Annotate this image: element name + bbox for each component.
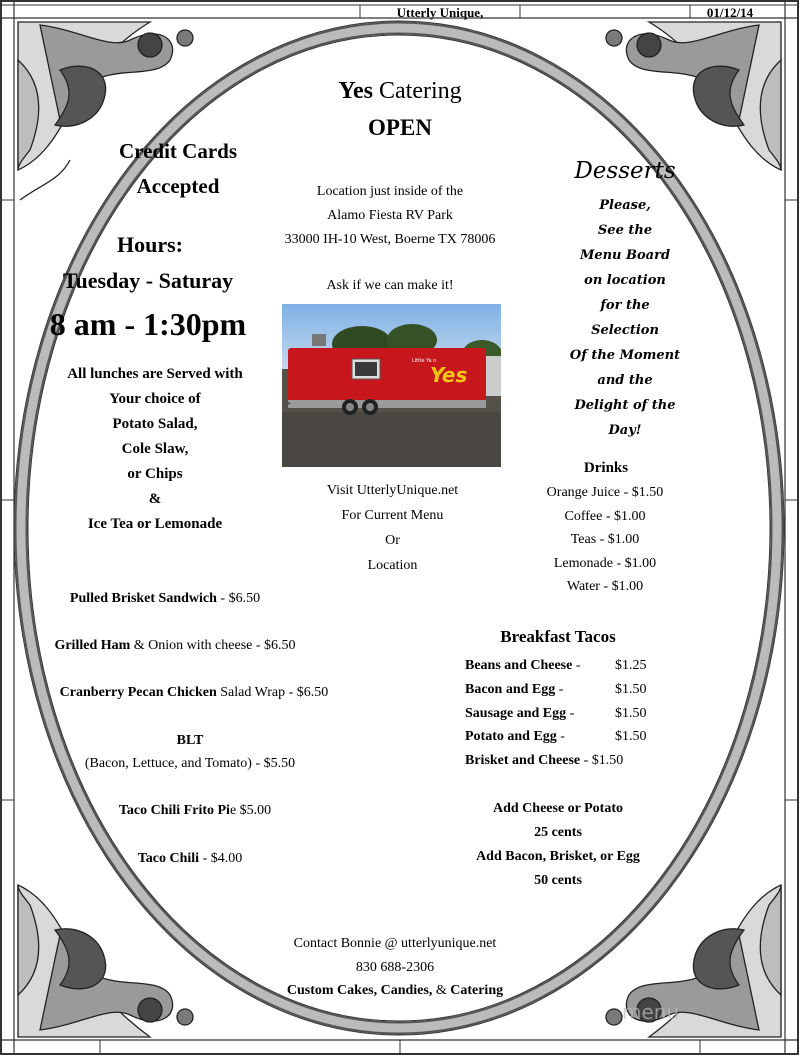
- desserts-line: Please,: [599, 198, 651, 213]
- breakfast-item-sep: -: [555, 681, 564, 697]
- breakfast-item-sep: -: [580, 753, 589, 769]
- lunch-item-price: Salad Wrap - $6.50: [216, 685, 329, 700]
- visit-block: [290, 478, 495, 578]
- credit-cards-line2: Accepted: [136, 174, 220, 198]
- breakfast-item: [465, 725, 685, 749]
- lunch-item-name: Grilled Ham: [54, 638, 131, 653]
- open-status: OPEN: [368, 115, 432, 140]
- contact-block: [230, 932, 560, 1003]
- lunch-item: [30, 638, 320, 654]
- lunch-item: [24, 685, 364, 701]
- addon-line: 25 cents: [534, 825, 582, 840]
- lunch-item-name: BLT: [176, 733, 204, 748]
- lunch-item: [100, 851, 280, 867]
- breakfast-item-price: $1.25: [615, 658, 647, 673]
- header-date: 01/12/14: [706, 5, 754, 20]
- breakfast-item-sep: -: [566, 705, 575, 721]
- breakfast-item-name: Bacon and Egg: [465, 681, 556, 697]
- header-title: Utterly Unique,: [396, 5, 484, 20]
- sides-line: &: [148, 491, 162, 507]
- brand-name: Yes: [338, 78, 374, 104]
- location-block: [250, 180, 530, 252]
- food-truck-photo: [282, 304, 501, 467]
- desserts-line: Of the Moment: [569, 348, 681, 363]
- credit-cards-line1: Credit Cards: [118, 139, 238, 163]
- breakfast-item-price: $1.50: [615, 681, 647, 697]
- breakfast-addons: [448, 797, 668, 893]
- sides-line: Cole Slaw,: [121, 441, 189, 457]
- hours-times: 8 am - 1:30pm: [49, 306, 247, 342]
- drink-item: Water - $1.00: [566, 579, 644, 595]
- addon-line: Add Cheese or Potato: [492, 801, 623, 816]
- corner-ornament-bottom-left: [18, 885, 193, 1037]
- breakfast-item-name: Beans and Cheese: [465, 658, 573, 673]
- lunch-item-price: (Bacon, Lettuce, and Tomato) - $5.50: [84, 756, 296, 771]
- addon-line: Add Bacon, Brisket, or Egg: [476, 849, 640, 864]
- contact-phone: 830 688-2306: [355, 959, 435, 975]
- addon-line: 50 cents: [534, 873, 582, 888]
- breakfast-item-price: $1.50: [615, 729, 647, 745]
- title-rest: Catering: [373, 78, 462, 104]
- truck-sign-small: Little Ya o: [412, 358, 437, 364]
- breakfast-item-name: Sausage and Egg: [465, 705, 567, 721]
- visit-line: Visit UtterlyUnique.net: [326, 483, 459, 498]
- drinks-list: [515, 481, 695, 599]
- sides-line: All lunches are Served with: [67, 366, 243, 382]
- breakfast-item-name: Potato and Egg: [465, 729, 557, 745]
- drink-item: Orange Juice - $1.50: [546, 485, 664, 500]
- desserts-line: Selection: [591, 323, 659, 338]
- location-line: Location just inside of the: [316, 184, 464, 199]
- breakfast-title: Breakfast Tacos: [500, 627, 616, 646]
- contact-email-line: Contact Bonnie @ utterlyunique.net: [293, 936, 497, 951]
- drink-item: Lemonade - $1.00: [553, 555, 657, 571]
- breakfast-item-name: Brisket and Cheese: [465, 753, 581, 769]
- credit-cards-notice: [88, 134, 268, 204]
- breakfast-item: [465, 654, 685, 678]
- location-line: 33000 IH-10 West, Boerne TX 78006: [284, 232, 496, 247]
- lunch-item-price: e $5.00: [229, 803, 272, 818]
- lunch-item-name: Pulled Brisket Sandwich: [69, 591, 217, 606]
- sides-line: Your choice of: [109, 391, 201, 407]
- lunch-item-name: Taco Chili Frito Pi: [118, 803, 230, 818]
- breakfast-list: [465, 654, 685, 773]
- lunch-item-price: - $4.00: [199, 851, 243, 866]
- lunch-item-name: Taco Chili: [137, 851, 200, 866]
- breakfast-item-price: $1.50: [615, 705, 647, 721]
- watermark: menu: [622, 1000, 680, 1024]
- desserts-line: for the: [600, 298, 650, 313]
- desserts-line: Day!: [608, 423, 642, 438]
- custom-services-bold1: Custom Cakes, Candies,: [286, 983, 433, 998]
- breakfast-item: [465, 702, 685, 726]
- breakfast-item-price: $1.50: [591, 753, 624, 769]
- corner-ornament-top-right: [606, 22, 781, 170]
- lunch-item: [90, 733, 290, 749]
- sides-line: Potato Salad,: [112, 416, 198, 432]
- truck-sign-big: Yes: [430, 363, 468, 387]
- hours-days: Tuesday - Saturay: [62, 268, 234, 293]
- ask-line: Ask if we can make it!: [326, 278, 454, 293]
- desserts-line: Delight of the: [574, 398, 676, 413]
- breakfast-item-sep: -: [572, 658, 581, 673]
- desserts-line: See the: [597, 223, 653, 238]
- lunch-item-detail: [50, 756, 330, 772]
- desserts-text: [540, 193, 710, 443]
- drink-item: Coffee - $1.00: [564, 508, 646, 524]
- lunch-item-name: Cranberry Pecan Chicken: [59, 685, 217, 700]
- desserts-title: Desserts: [574, 158, 676, 184]
- sides-line: Ice Tea or Lemonade: [87, 516, 223, 532]
- page-title: [250, 78, 550, 105]
- desserts-line: and the: [597, 373, 653, 388]
- visit-line: Or: [385, 533, 400, 548]
- hours-label: Hours:: [117, 232, 183, 257]
- breakfast-item: [465, 749, 685, 773]
- lunch-item: [80, 803, 310, 819]
- custom-services-bold2: Catering: [450, 983, 504, 998]
- custom-services-amp: &: [432, 983, 451, 998]
- lunch-item: [40, 591, 290, 607]
- visit-line: For Current Menu: [341, 508, 444, 523]
- lunch-item-price: - $6.50: [216, 591, 261, 606]
- desserts-line: Menu Board: [579, 248, 671, 263]
- sides-line: or Chips: [127, 466, 183, 482]
- drink-item: Teas - $1.00: [570, 532, 640, 548]
- visit-line: Location: [367, 558, 418, 573]
- breakfast-item: [465, 678, 685, 702]
- desserts-line: on location: [584, 273, 666, 288]
- custom-services: [230, 979, 560, 1003]
- location-line: Alamo Fiesta RV Park: [327, 208, 453, 223]
- sides-list: [40, 362, 270, 537]
- drinks-title: Drinks: [583, 460, 629, 476]
- breakfast-item-sep: -: [556, 729, 565, 745]
- lunch-item-price: & Onion with cheese - $6.50: [130, 638, 296, 653]
